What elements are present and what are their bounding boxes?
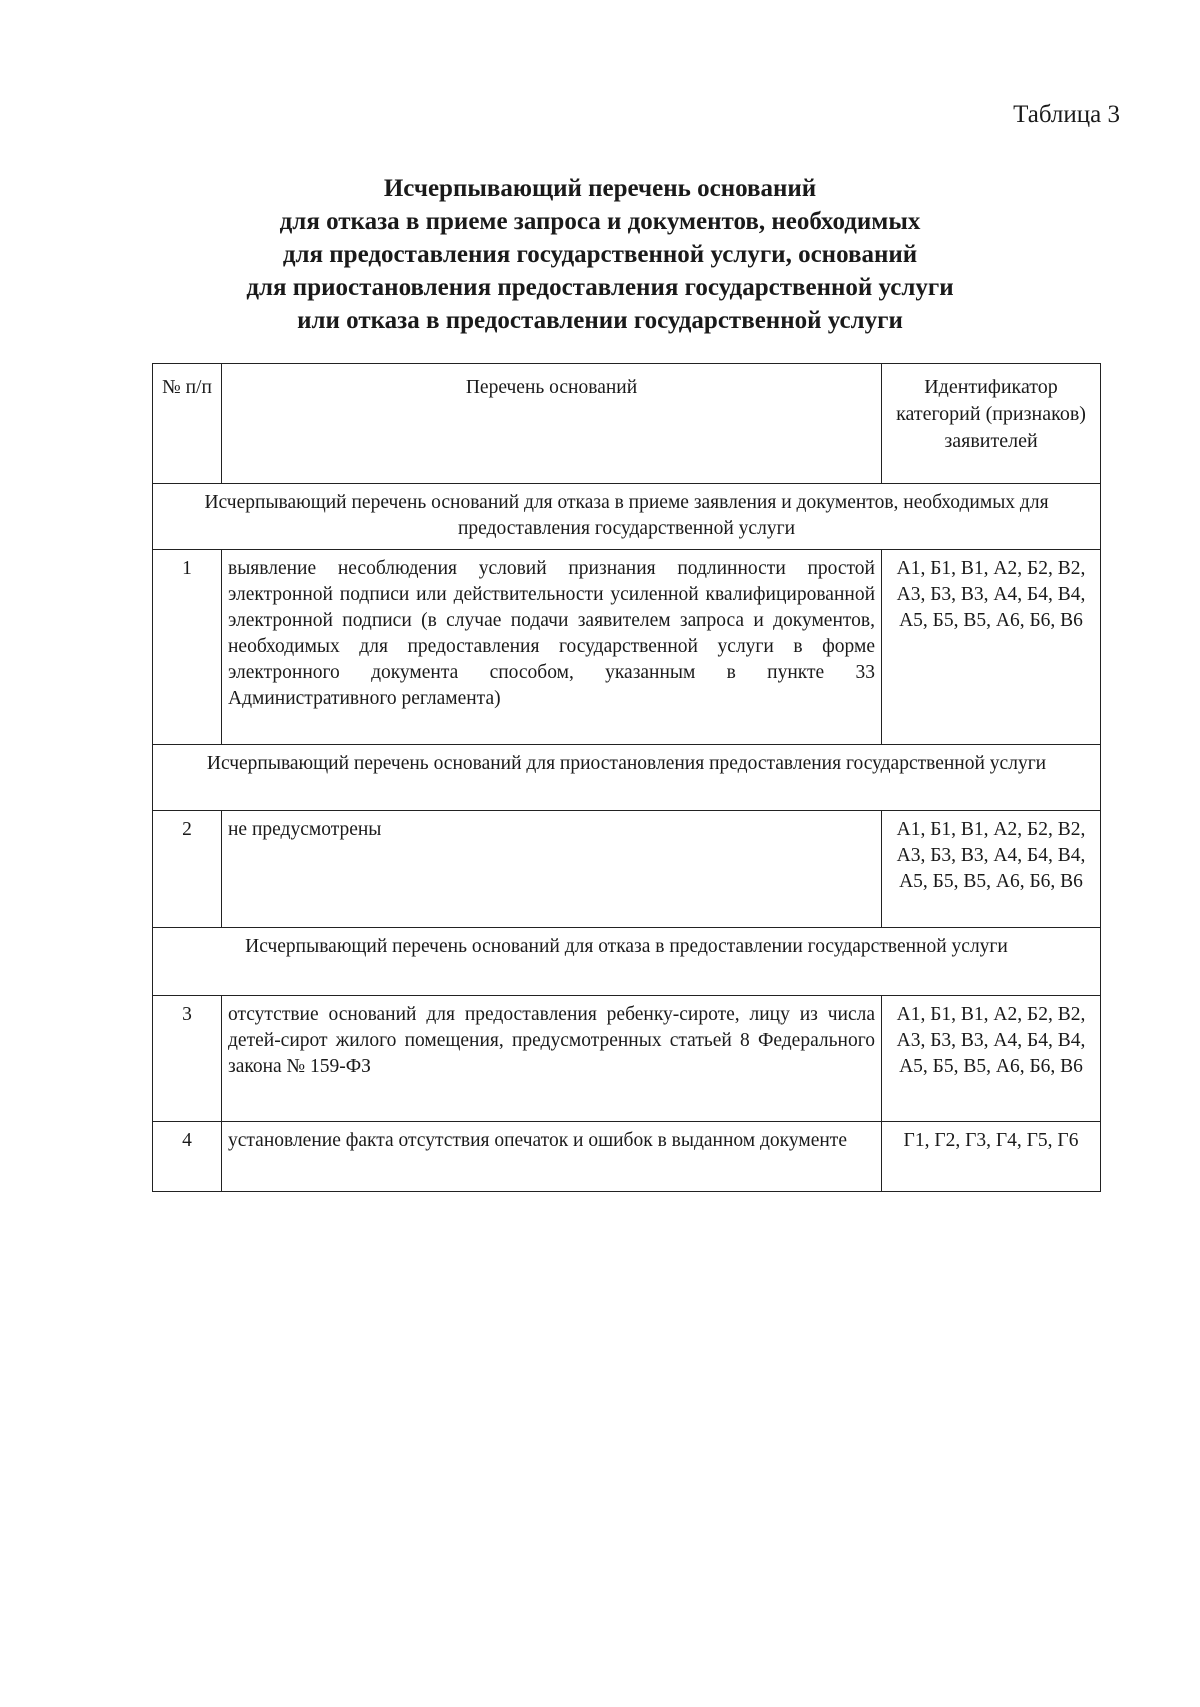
row-num: 2: [153, 811, 222, 928]
row-num: 4: [153, 1122, 222, 1192]
title-line: для предоставления государственной услуги, оснований: [282, 241, 918, 268]
section-title: Исчерпывающий перечень оснований для приостановления предоставления государственной услуги: [153, 745, 1101, 811]
row-num: 1: [153, 550, 222, 745]
title-line: для отказа в приеме запроса и документов, необходимых: [279, 208, 921, 235]
row-num: 3: [153, 996, 222, 1122]
row-identifiers: Г1, Г2, Г3, Г4, Г5, Г6: [882, 1122, 1101, 1192]
section-row: [153, 745, 1101, 811]
table-row: [153, 550, 1101, 745]
table-row: [153, 811, 1101, 928]
title-line: Исчерпывающий перечень оснований: [383, 175, 817, 202]
document-title: [0, 172, 1200, 337]
row-text: не предусмотрены: [222, 811, 882, 928]
row-text: установление факта отсутствия опечаток и ошибок в выданном документе: [222, 1122, 882, 1192]
title-line: или отказа в предоставлении государственной услуги: [297, 307, 903, 334]
row-identifiers: А1, Б1, В1, А2, Б2, В2, А3, Б3, В3, А4, Б4, В4, А5, Б5, В5, А6, Б6, В6: [882, 811, 1101, 928]
grounds-table: [152, 363, 1101, 1192]
table-label: Таблица 3: [1013, 101, 1120, 128]
section-title: Исчерпывающий перечень оснований для отказа в приеме заявления и документов, необходимых для предоставления государственной услуги: [153, 484, 1101, 550]
table-row: [153, 996, 1101, 1122]
header-identifier: Идентификатор категорий (признаков) заявителей: [882, 364, 1101, 484]
row-identifiers: А1, Б1, В1, А2, Б2, В2, А3, Б3, В3, А4, Б4, В4, А5, Б5, В5, А6, Б6, В6: [882, 996, 1101, 1122]
header-grounds: Перечень оснований: [222, 364, 882, 484]
table-row: [153, 1122, 1101, 1192]
section-row: [153, 484, 1101, 550]
title-line: для приостановления предоставления государственной услуги: [246, 274, 954, 301]
header-num: № п/п: [153, 364, 222, 484]
table-header-row: [153, 364, 1101, 484]
section-row: [153, 928, 1101, 996]
row-text: выявление несоблюдения условий признания подлинности простой электронной подписи или действительности усиленной квалифицированной электронной подписи (в случае подачи заявителем запроса и документов, необходимых для предоставления государственной услуги в форме электронного документа способом, указанным в пункте 33 Административного регламента): [222, 550, 882, 745]
section-title: Исчерпывающий перечень оснований для отказа в предоставлении государственной услуги: [153, 928, 1101, 996]
row-text: отсутствие оснований для предоставления ребенку-сироте, лицу из числа детей-сирот жилого помещения, предусмотренных статьей 8 Федерального закона № 159-ФЗ: [222, 996, 882, 1122]
row-identifiers: А1, Б1, В1, А2, Б2, В2, А3, Б3, В3, А4, Б4, В4, А5, Б5, В5, А6, Б6, В6: [882, 550, 1101, 745]
